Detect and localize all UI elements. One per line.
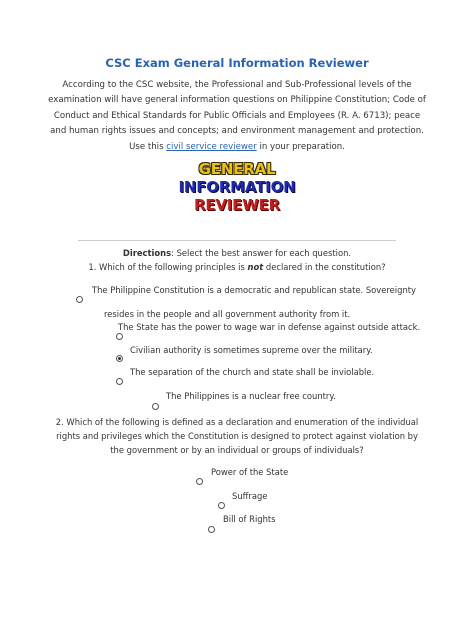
option-label: Civilian authority is sometimes supreme over the military. <box>130 345 373 355</box>
page-title: CSC Exam General Information Reviewer <box>105 56 369 70</box>
civil-service-reviewer-link[interactable]: civil service reviewer <box>166 141 257 152</box>
intro-paragraph <box>20 78 454 155</box>
directions <box>0 248 474 258</box>
option-radio[interactable] <box>152 403 159 410</box>
option-label: The Philippines is a nuclear free country. <box>166 391 336 401</box>
reviewer-logo <box>0 160 474 214</box>
logo-line-general: GENERAL <box>198 160 276 178</box>
option-radio[interactable] <box>76 296 83 303</box>
option-label: Bill of Rights <box>223 514 276 524</box>
intro-line: According to the CSC website, the Professional and Sub-Professional levels of the <box>62 80 412 90</box>
option-label: The separation of the church and state shall be inviolable. <box>130 367 375 377</box>
option-radio[interactable] <box>208 526 215 533</box>
logo-line-information: INFORMATION <box>178 178 296 196</box>
option-label: Power of the State <box>211 467 289 477</box>
question-text: 1. Which of the following principles is <box>88 262 245 272</box>
option-radio[interactable] <box>116 333 123 340</box>
intro-line: examination will have general information questions on Philippine Constitution; Code of <box>48 95 426 106</box>
intro-text: Use this <box>129 141 164 152</box>
option-label: The Philippine Constitution is a democratic and republican state. Sovereignty <box>92 285 416 295</box>
divider <box>78 240 396 241</box>
option-label: The State has the power to wage war in defense against outside attack. <box>118 322 421 332</box>
option-radio[interactable] <box>218 502 225 509</box>
option-radio[interactable] <box>116 378 123 385</box>
option-label: Suffrage <box>232 491 268 501</box>
intro-line: Conduct and Ethical Standards for Public Officials and Employees (R. A. 6713); peace <box>53 110 421 121</box>
question-emphasis: not <box>247 262 264 272</box>
option-label: resides in the people and all government authority from it. <box>104 309 351 319</box>
logo-line-reviewer: REVIEWER <box>194 196 280 214</box>
option-radio[interactable] <box>116 355 123 362</box>
question-2-line: rights and privileges which the Constitution is designed to protect against violation by <box>56 431 418 441</box>
directions-text: : Select the best answer for each question. <box>171 248 352 258</box>
intro-text: in your preparation. <box>259 141 345 152</box>
question-text: declared in the constitution? <box>265 262 386 272</box>
question-1 <box>0 262 474 272</box>
intro-line: and human rights issues and concepts; and environment management and protection. <box>50 126 424 137</box>
question-2: 2. Which of the following is defined as a declaration and enumeration of the individual <box>55 417 419 427</box>
option-radio[interactable] <box>196 478 203 485</box>
intro-line <box>20 140 454 155</box>
question-2-line: the government or by an individual or groups of individuals? <box>110 445 364 455</box>
directions-label: Directions <box>122 248 172 258</box>
